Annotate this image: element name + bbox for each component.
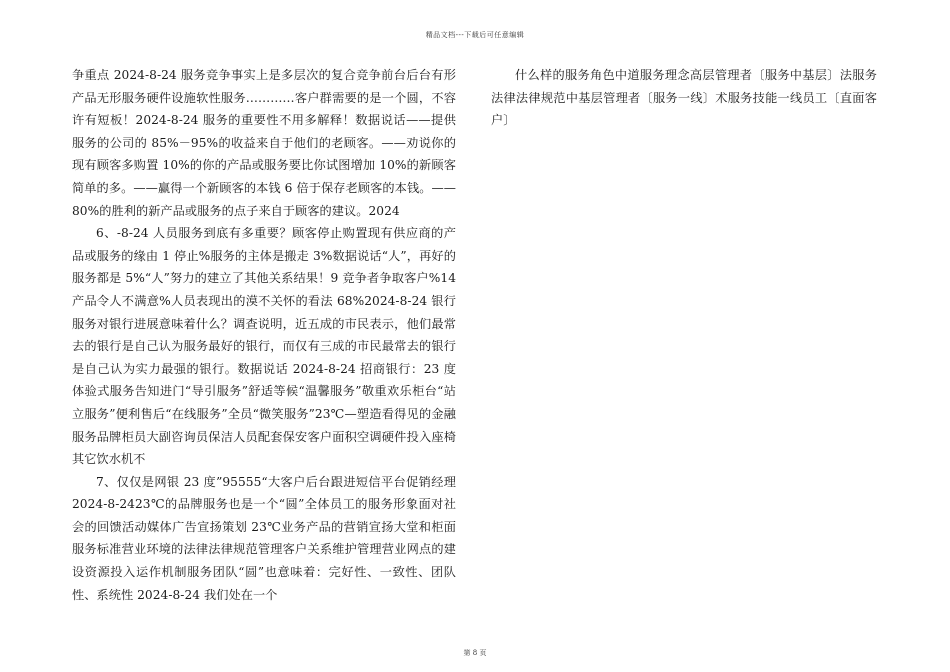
page-number: 第 8 页 <box>463 649 487 657</box>
paragraph-competition: 争重点 2024-8-24 服务竞争事实上是多层次的复合竞争前台后台有形产品无形服务硬件设施软性服务…………客户群需要的是一个圆，不容许有短板！2024-8-24 服务的重要性不用多解释！数据说话——提供服务的公司的 85%－95%的收益来自于他们的老顾客。——劝说你的现有顾客多购置 10%的你的产品或服务要比你试图增加 10%的新顾客简单的多。——赢得一个新顾客的本钱 6 倍于保存老顾客的本钱。——80%的胜利的新产品或服务的点子来自于顾客的建议。2024 <box>72 68 456 218</box>
paragraph-service-roles: 什么样的服务角色中道服务理念高层管理者〔服务中基层〕法服务法律法律规范中基层管理者〔服务一线〕术服务技能一线员工〔直面客户〕 <box>491 68 877 128</box>
paragraph-item-7: 7、仅仅是网银 23 度”95555“大客户后台跟进短信平台促销经理 2024-8-2423℃的品牌服务也是一个“圆”全体员工的服务形象面对社会的回馈活动媒体广告宣扬策划 23℃业务产品的营销宣扬大堂和柜面服务标准营业环境的法律法律规范管理客户关系维护管理营业网点的建设资源投入运作机制服务团队“圆”也意味着：完好性、一致性、团队性、系统性 2024-8-24 我们处在一个 <box>72 474 456 602</box>
right-text-column <box>491 64 877 132</box>
left-text-column <box>72 64 456 606</box>
paragraph-item-6: 6、-8-24 人员服务到底有多重要？顾客停止购置现有供应商的产品或服务的缘由 1 停止%服务的主体是搬走 3%数据说话“人”，再好的服务都是 5%“人”努力的建立了其他关系结果！9 竞争者争取客户%14 产品令人不满意%人员表现出的漠不关怀的看法 68%2024-8-24 银行服务对银行进展意味着什么？调查说明，近五成的市民表示，他们最常去的银行是自己认为服务最好的银行，而仅有三成的市民最常去的银行是自己认为实力最强的银行。数据说话 2024-8-24 招商银行：23 度体验式服务告知进门“导引服务”舒适等候“温馨服务”敬重欢乐柜台“站立服务”便利售后“在线服务”全员“微笑服务”23℃—塑造看得见的金融服务品牌柜员大副咨询员保洁人员配套保安客户面积空调硬件投入座椅其它饮水机不 <box>72 226 456 467</box>
page-header: 精品文档---下载后可任意编辑 <box>425 31 525 39</box>
